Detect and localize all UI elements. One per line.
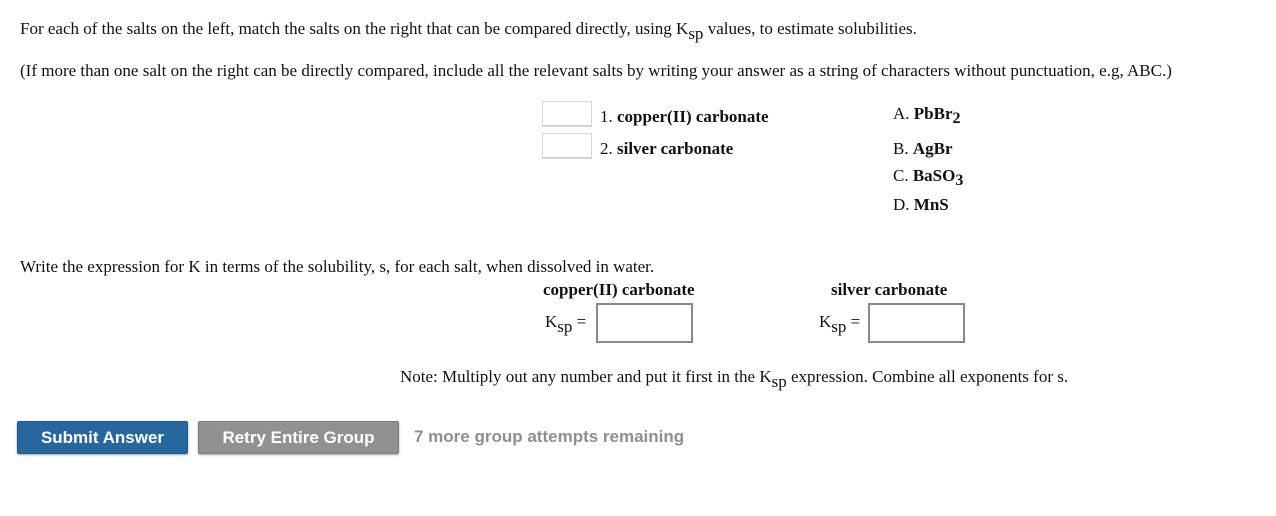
instructions-line-2: (If more than one salt on the right can be directly compared, include all the relevant salts by writing your answer as a string of characters without punctuation, e.g, ABC.) xyxy=(20,61,1172,80)
salt1-title xyxy=(543,280,695,300)
note xyxy=(400,367,1069,391)
ksp-label-1 xyxy=(545,312,587,336)
k-subscript: sp xyxy=(557,317,573,336)
match-input-1[interactable] xyxy=(542,101,592,127)
right-salt-formula: BaSO xyxy=(912,166,956,185)
right-salt-letter: C. xyxy=(893,166,913,185)
left-salt-1 xyxy=(600,107,769,127)
ksp-input-silver-carbonate[interactable] xyxy=(868,303,965,343)
ksp-subscript: sp xyxy=(688,24,704,43)
k-letter: K xyxy=(819,312,832,331)
right-salt-c xyxy=(893,166,964,189)
note-text-end: expression. Combine all exponents for s. xyxy=(786,367,1069,386)
right-salt-b xyxy=(893,139,953,159)
instructions-line-1 xyxy=(20,19,917,43)
left-salt-number: 2. xyxy=(600,139,617,158)
match-input-2[interactable] xyxy=(542,133,592,159)
left-salt-name: silver carbonate xyxy=(617,139,734,158)
equals-sign: = xyxy=(846,312,861,331)
equals-sign: = xyxy=(572,312,587,331)
right-salt-subscript: 3 xyxy=(955,172,964,189)
instructions-text: For each of the salts on the left, match the salts on the right that can be compared directly, using K xyxy=(20,19,689,38)
attempts-remaining: 7 more group attempts remaining xyxy=(414,427,685,446)
left-salt-name: copper(II) carbonate xyxy=(617,107,769,126)
left-salt-2 xyxy=(600,139,733,159)
right-salt-formula: PbBr xyxy=(913,104,953,123)
right-salt-d xyxy=(893,195,949,215)
salt2-title xyxy=(831,280,947,300)
right-salt-letter: B. xyxy=(893,139,913,158)
salt2-title-text: silver carbonate xyxy=(831,280,948,299)
right-salt-formula: AgBr xyxy=(912,139,953,158)
right-salt-letter: D. xyxy=(893,195,914,214)
retry-entire-group-button[interactable]: Retry Entire Group xyxy=(198,421,399,454)
instructions-text-end: values, to estimate solubilities. xyxy=(703,19,917,38)
note-subscript: sp xyxy=(771,372,787,391)
right-salt-subscript: 2 xyxy=(952,110,961,127)
ksp-input-copper-carbonate[interactable] xyxy=(596,303,693,343)
k-letter: K xyxy=(545,312,558,331)
ksp-prompt: Write the expression for K in terms of the solubility, s, for each salt, when dissolved in water. xyxy=(20,257,655,276)
k-subscript: sp xyxy=(831,317,847,336)
ksp-label-2 xyxy=(819,312,861,336)
right-salt-letter: A. xyxy=(893,104,914,123)
left-salt-number: 1. xyxy=(600,107,617,126)
submit-answer-button[interactable]: Submit Answer xyxy=(17,421,188,454)
right-salt-formula: MnS xyxy=(913,195,949,214)
salt1-title-text: copper(II) carbonate xyxy=(543,280,695,299)
right-salt-a xyxy=(893,104,961,127)
note-text: Note: Multiply out any number and put it first in the K xyxy=(400,367,772,386)
